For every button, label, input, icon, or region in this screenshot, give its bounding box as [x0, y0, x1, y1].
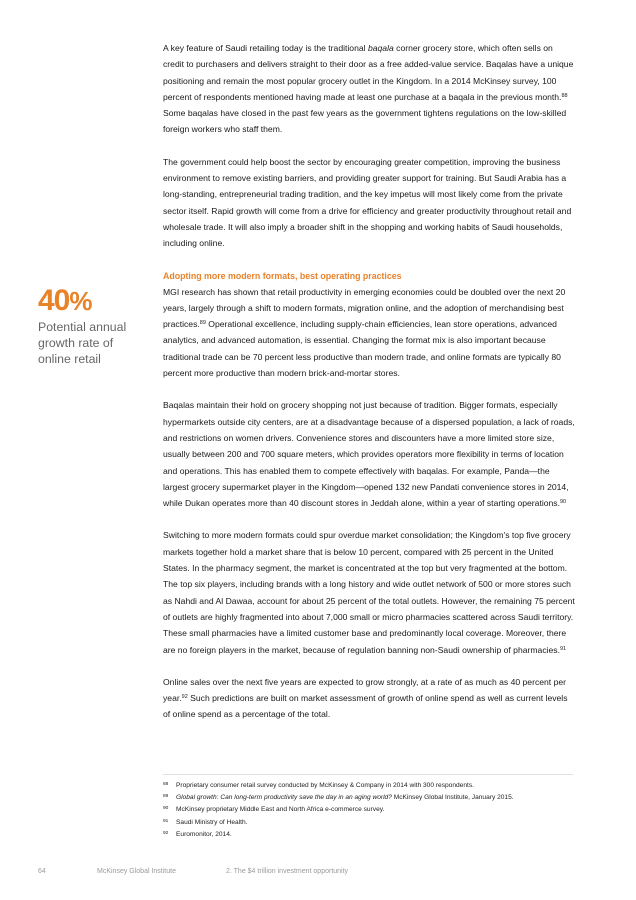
footnote-number: 89	[163, 794, 169, 800]
paragraph-online-sales	[163, 674, 575, 723]
section-heading: Adopting more modern formats, best operating practices	[163, 270, 402, 281]
footnote	[163, 830, 573, 840]
footnote	[163, 805, 573, 815]
paragraph-consolidation	[163, 527, 575, 657]
page-number: 64	[38, 868, 46, 875]
footnote-ref: 91	[560, 645, 567, 652]
paragraph-text: MGI research has shown that retail productivity in emerging economies could be doubled over the next 20 years, largely through a shift to modern formats, migration online, and the adoption of merchandising best practices.	[163, 286, 566, 330]
footnote-number: 90	[163, 806, 169, 812]
main-text	[163, 40, 575, 739]
callout-value	[38, 286, 148, 316]
footnote-number: 91	[163, 818, 169, 824]
footnote	[163, 793, 573, 803]
paragraph-baqalas-tradition	[163, 397, 575, 511]
footer-publisher: McKinsey Global Institute	[97, 868, 176, 875]
callout-number: 40	[38, 284, 70, 317]
paragraph-text: Some baqalas have closed in the past few years as the government tightens regulations on the low-skilled foreign workers who staff them.	[163, 108, 567, 135]
footnote-number: 92	[163, 830, 169, 836]
footnote-number: 88	[163, 782, 169, 787]
callout-stat	[38, 286, 148, 367]
footnote	[163, 818, 573, 828]
paragraph-text: corner grocery store, which often sells on credit to purchasers and delivers straight to their door as a free added-value service. Baqalas have a unique positioning and remain the most popular grocery outlet in the Kingdom. In a 2014 McKinsey survey, 100 percent of respondents mentioned having made at least one purchase at a baqala in the previous month.	[163, 43, 574, 102]
paragraph-text: A key feature of Saudi retailing today is the traditional	[163, 43, 368, 53]
footnote-text: McKinsey Global Institute, January 2015.	[391, 794, 514, 802]
footnote-text: Euromonitor, 2014.	[176, 830, 232, 838]
footer-section: 2. The $4 trillion investment opportunity	[226, 868, 349, 875]
paragraph-emphasis: baqala	[367, 43, 394, 53]
paragraph-text: Such predictions are built on market assessment of growth of online spend as well as current levels of online spend as a percentage of the total.	[163, 693, 568, 720]
footnote-ref: 90	[559, 499, 567, 506]
footnote-text: Saudi Ministry of Health.	[176, 818, 248, 826]
section-modern-formats	[163, 268, 575, 382]
paragraph-mgi-research	[163, 284, 575, 382]
paragraph-text: Switching to more modern formats could spur overdue market consolidation; the Kingdom's top five grocery markets together hold a market share that is below 10 percent, compared with 25 percent in the United States. In the pharmacy segment, the market is concentrated at the top but very fragmented at the bottom. The top six players, including brands with a long history and wide outlet network of 500 or more stores such as Nahdi and Al Dawaa, account for about 25 percent of the total outlets. However, the remaining 75 percent of outlets are highly fragmented into about 7,000 small or micro pharmacies scattered across Saudi territory. These small pharmacies have a limited customer base and predominantly local coverage. Moreover, there are no foreign players in the market, because of regulation banning non-Saudi ownership of pharmacies.	[163, 530, 575, 655]
paragraph-text: Operational excellence, including supply-chain efficiencies, lean store operations, advanced analytics, and advanced automation, is essential. Changing the format mix is also important because traditional trade can be 70 percent less productive than modern trade, and online formats are typically 80 percent more productive than modern brick-and-mortar stores.	[163, 319, 561, 379]
footnote-ref: 89	[199, 320, 206, 327]
footnote	[163, 781, 573, 791]
footnote-ref: 88	[561, 92, 568, 99]
paragraph-text: Baqalas maintain their hold on grocery shopping not just because of tradition. Bigger formats, especially hypermarkets outside city centers, are at a disadvantage because of a dispersed population, a lack of roads, and restrictions on women drivers. Convenience stores and discounters have a more limited store size, usually between 200 and 700 square meters, which provides operators more flexibility in terms of location and operations. This has enabled them to compete effectively with baqalas. For example, Panda—the largest grocery supermarket player in the Kingdom—opened 132 new Pandati convenience stores in 2014, while Dukan operates more than 40 discount stores in Jeddah alone, within a year of starting operations.	[163, 400, 575, 509]
footnote-ref: 92	[181, 694, 188, 701]
footnote-text: Proprietary consumer retail survey conducted by McKinsey & Company in 2014 with 300 respondents.	[176, 782, 474, 789]
footnotes	[163, 781, 573, 842]
footnote-divider	[163, 774, 573, 775]
callout-unit: %	[69, 286, 92, 316]
paragraph-government	[163, 154, 575, 252]
footnote-text: McKinsey proprietary Middle East and North Africa e-commerce survey.	[176, 806, 385, 814]
footnote-title: Global growth: Can long-term productivity save the day in an aging world?	[176, 794, 392, 802]
paragraph-text: The government could help boost the sector by encouraging greater competition, improving the business environment to remove existing barriers, and providing greater support for training. But Saudi Arabia has a long-standing, entrepreneurial trading tradition, and the key impetus will most likely come from the private sector itself. Rapid growth will come from a drive for efficiency and greater productivity throughout retail and wholesale trade. It will also imply a broader shift in the shopping and working habits of Saudi households, including online.	[163, 156, 572, 249]
paragraph-baqala	[163, 40, 575, 138]
paragraph-text: Online sales over the next five years are expected to grow strongly, at a rate of as much as 40 percent per year.	[163, 676, 567, 704]
callout-label: Potential annual growth rate of online retail	[38, 320, 127, 366]
